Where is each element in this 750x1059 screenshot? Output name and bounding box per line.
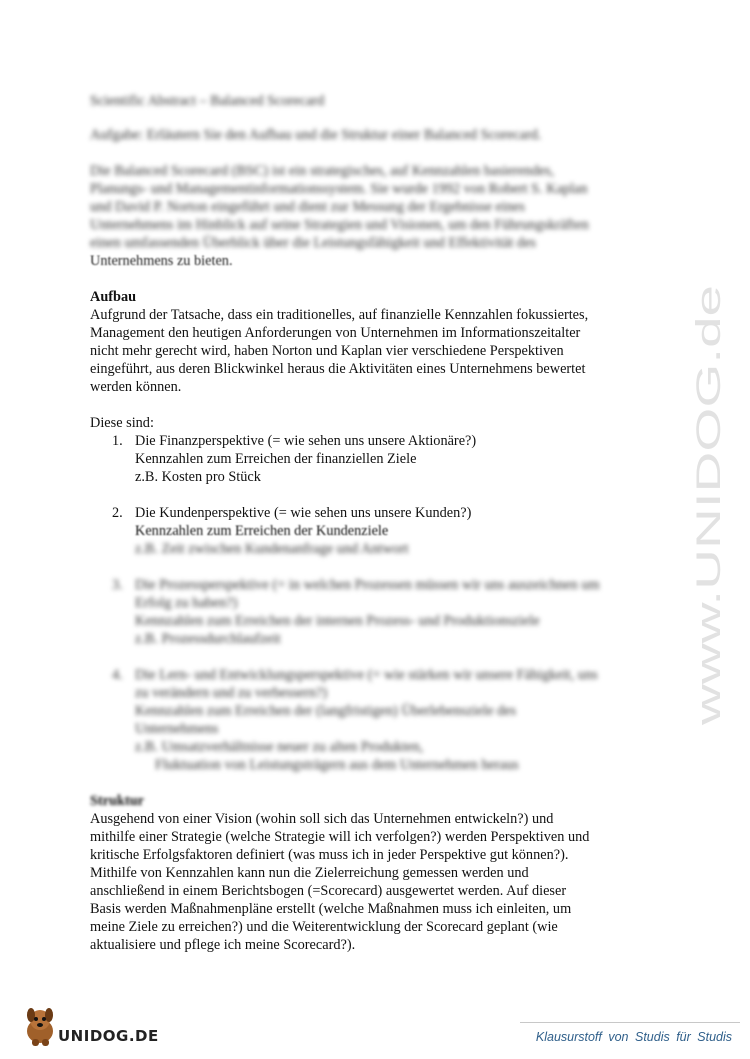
list-line: z.B. Umsatzverhältnisse neuer zu alten Produkten, (135, 739, 424, 755)
paragraph-line: nicht mehr gerecht wird, haben Norton und Kaplan vier verschiedene Perspektiven (90, 343, 564, 359)
paragraph-line: Management den heutigen Anforderungen von Unternehmen im Informationszeitalter (90, 325, 581, 341)
intro-line: Planungs- und Managementinformationssystem. Sie wurde 1992 von Robert S. Kaplan (90, 181, 588, 197)
list-item-customer (90, 504, 670, 558)
list-item-process (90, 576, 670, 648)
paragraph-line: Ausgehend von einer Vision (wohin soll sich das Unternehmen entwickeln?) und (90, 811, 554, 827)
list-line: z.B. Zeit zwischen Kundenanfrage und Antwort (135, 541, 409, 557)
list-line: Kennzahlen zum Erreichen der internen Prozess- und Produktionsziele (135, 613, 540, 629)
list-number: 3. (112, 577, 123, 593)
list-line: Erfolg zu haben?) (135, 595, 238, 611)
blurred-header-section (90, 92, 670, 252)
logo-text: UNIDOG.DE (58, 1027, 159, 1045)
document-body (90, 92, 670, 954)
section-heading-struktur: Struktur (90, 793, 145, 809)
paragraph-line: Basis werden Maßnahmenpläne erstellt (welche Maßnahmen muss ich einleiten, um (90, 901, 572, 917)
intro-last-line: Unternehmens zu bieten. (90, 253, 233, 269)
perspectives-list (90, 432, 670, 774)
paragraph-line: anschließend in einem Berichtsbogen (=Scorecard) ausgewertet werden. Auf dieser (90, 883, 567, 899)
list-item-learning (90, 666, 670, 774)
intro-line: einen umfassenden Überblick über die Leistungsfähigkeit und Effektivität des (90, 235, 536, 251)
paragraph-line: Mithilfe von Kennzahlen kann nun die Zielerreichung gemessen werden und (90, 865, 529, 881)
aufbau-paragraph (90, 306, 670, 396)
list-line: Die Lern- und Entwicklungsperspektive (= wie stärken wir unsere Fähigkeit, uns (135, 667, 598, 683)
list-line: z.B. Kosten pro Stück (135, 469, 261, 485)
unidog-logo (22, 1003, 182, 1049)
struktur-paragraph (90, 810, 670, 954)
list-number: 2. (112, 505, 123, 521)
watermark-text: www.UNIDOG.de (690, 460, 728, 725)
footer-tagline: Klausurstoff von Studis für Studis (535, 1030, 732, 1044)
list-number: 4. (112, 667, 123, 683)
intro-line: Die Balanced Scorecard (BSC) ist ein strategisches, auf Kennzahlen basierendes, (90, 163, 555, 179)
list-line: Die Finanzperspektive (= wie sehen uns unsere Aktionäre?) (135, 433, 477, 449)
intro-line: und David P. Norton eingeführt und dient zur Messung der Ergebnisse eines (90, 199, 525, 215)
list-number: 1. (112, 433, 123, 449)
list-line: Kennzahlen zum Erreichen der finanziellen Ziele (135, 451, 417, 467)
task-statement: Aufgabe: Erläutern Sie den Aufbau und die Struktur einer Balanced Scorecard. (90, 127, 542, 143)
paragraph-line: eingeführt, aus deren Blickwinkel heraus die Aktivitäten eines Unternehmens bewertet (90, 361, 586, 377)
paragraph-line: werden können. (90, 379, 182, 395)
paragraph-line: meine Ziele zu erreichen?) und die Weiterentwicklung der Scorecard geplant (wie (90, 919, 558, 935)
document-title: Scientific Abstract – Balanced Scorecard (90, 93, 325, 109)
list-line: z.B. Prozessdurchlaufzeit (135, 631, 281, 647)
intro-line: Unternehmens im Hinblick auf seine Strategien und Visionen, um den Führungskräften (90, 217, 589, 233)
list-item-finance (90, 432, 670, 486)
intro-paragraph (90, 162, 670, 252)
list-line: Fluktuation von Leistungsträgern aus dem Unternehmen heraus (155, 757, 519, 773)
section-heading-aufbau: Aufbau (90, 289, 137, 305)
list-line: Kennzahlen zum Erreichen der Kundenziele (135, 523, 389, 539)
watermark (690, 280, 730, 730)
paragraph-line: mithilfe einer Strategie (welche Strategie will ich verfolgen?) werden Perspektiven und (90, 829, 590, 845)
list-line: Unternehmens (135, 721, 219, 737)
dog-mascot-icon (22, 1003, 62, 1049)
paragraph-line: kritische Erfolgsfaktoren definiert (was muss ich in jeder Perspektive gut können?). (90, 847, 569, 863)
list-line: Die Kundenperspektive (= wie sehen uns unsere Kunden?) (135, 505, 472, 521)
footer-divider (520, 1022, 740, 1023)
list-line: Kennzahlen zum Erreichen der (langfristigen) Überlebensziele des (135, 703, 517, 719)
list-line: zu verändern und zu verbessern?) (135, 685, 328, 701)
list-line: Die Prozessperspektive (= in welchen Prozessen müssen wir uns auszeichnen um (135, 577, 600, 593)
paragraph-line: aktualisiere und pflege ich meine Scorecard?). (90, 937, 356, 953)
list-intro: Diese sind: (90, 415, 154, 431)
paragraph-line: Aufgrund der Tatsache, dass ein traditionelles, auf finanzielle Kennzahlen fokussiertes, (90, 307, 589, 323)
